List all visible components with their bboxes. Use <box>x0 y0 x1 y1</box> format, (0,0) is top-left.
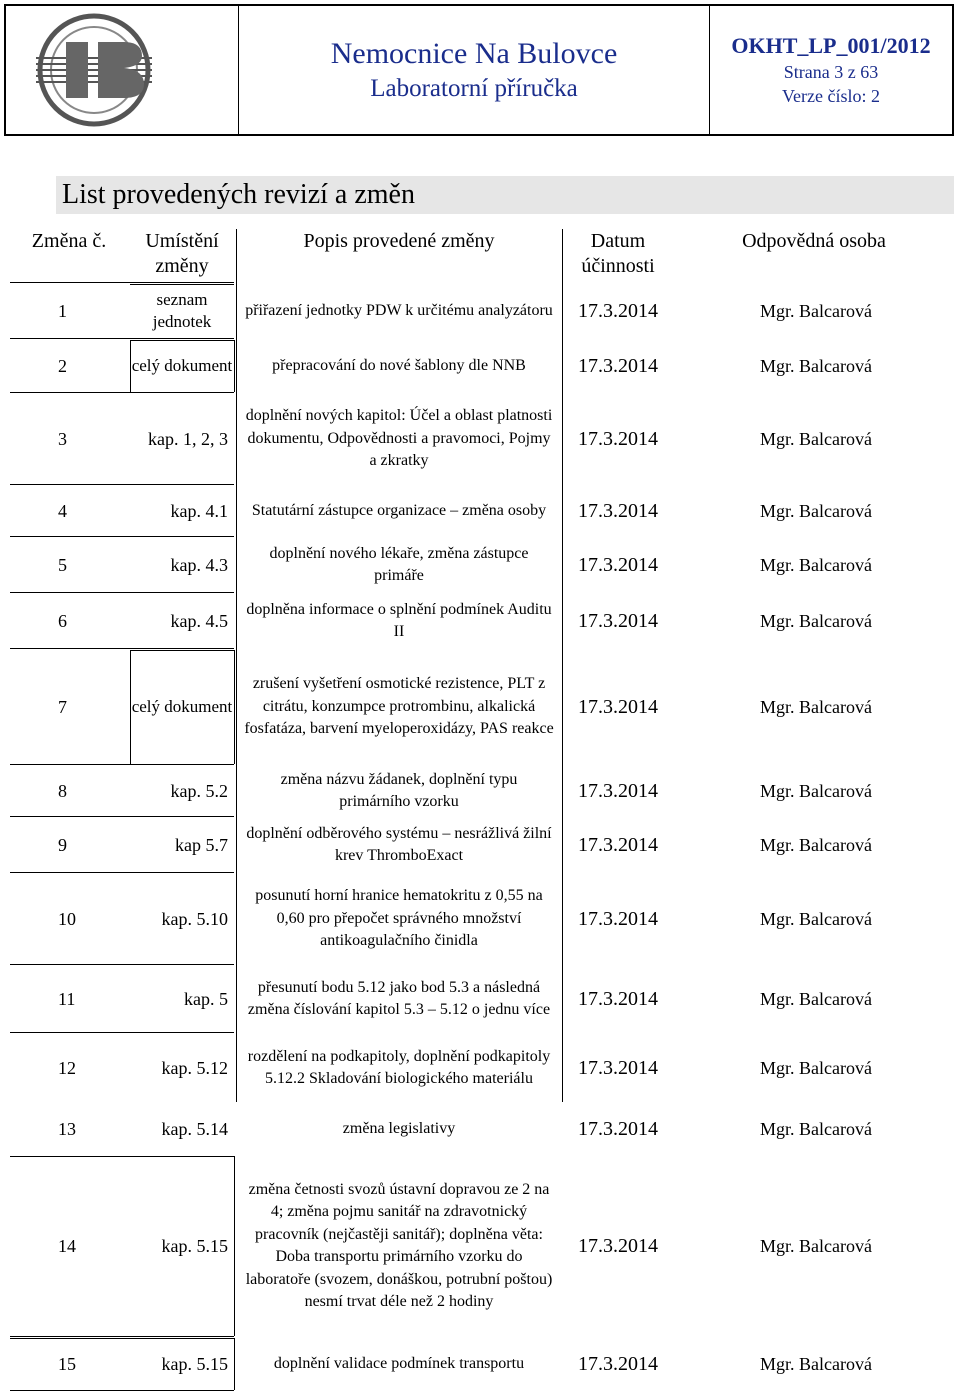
table-rule <box>10 764 234 765</box>
table-rule <box>130 650 131 764</box>
row-number: 7 <box>58 696 67 717</box>
row-effective-date: 17.3.2014 <box>578 1117 658 1140</box>
row-number: 6 <box>58 610 67 631</box>
table-rule <box>234 340 235 392</box>
row-description: přesunutí bodu 5.12 jako bod 5.3 a následná změna číslování kapitol 5.3 – 5.12 o jednu více <box>247 978 551 1018</box>
row-effective-date: 17.3.2014 <box>578 987 658 1010</box>
row-effective-date: 17.3.2014 <box>578 1352 658 1375</box>
row-responsible-person: Mgr. Balcarová <box>760 355 872 376</box>
handbook-subtitle: Laboratorní příručka <box>370 75 578 102</box>
row-responsible-person: Mgr. Balcarová <box>760 554 872 575</box>
table-rule <box>234 1338 235 1390</box>
row-effective-date: 17.3.2014 <box>578 695 658 718</box>
row-location: kap. 4.5 <box>170 611 228 631</box>
header-osoba: Odpovědná osoba <box>742 230 886 252</box>
row-location: kap. 4.3 <box>170 555 228 575</box>
row-effective-date: 17.3.2014 <box>578 1234 658 1257</box>
row-effective-date: 17.3.2014 <box>578 499 658 522</box>
table-rule <box>10 816 234 817</box>
row-number: 14 <box>58 1235 76 1256</box>
row-effective-date: 17.3.2014 <box>578 833 658 856</box>
row-location: kap. 1, 2, 3 <box>148 429 228 449</box>
table-rule <box>10 964 234 965</box>
row-location: kap. 5.10 <box>161 909 228 929</box>
table-rule <box>10 872 234 873</box>
table-rule <box>562 229 563 1102</box>
row-number: 5 <box>58 554 67 575</box>
section-title: List provedených revizí a změn <box>56 176 954 214</box>
row-description: přepracování do nové šablony dle NNB <box>272 356 526 374</box>
row-responsible-person: Mgr. Balcarová <box>760 610 872 631</box>
meta-cell <box>710 6 952 134</box>
row-responsible-person: Mgr. Balcarová <box>760 428 872 449</box>
hospital-name: Nemocnice Na Bulovce <box>330 37 618 70</box>
row-location: kap. 5 <box>184 989 228 1009</box>
row-effective-date: 17.3.2014 <box>578 299 658 322</box>
row-description: doplnění odběrového systému – nesrážlivá žilní krev ThromboExact <box>246 824 552 864</box>
page-number: Strana 3 z 63 <box>783 62 879 82</box>
row-effective-date: 17.3.2014 <box>578 907 658 930</box>
row-responsible-person: Mgr. Balcarová <box>760 834 872 855</box>
title-cell <box>239 6 710 134</box>
row-location: celý dokument <box>131 697 233 716</box>
row-number: 4 <box>58 500 67 521</box>
table-rule <box>236 229 237 1102</box>
row-number: 3 <box>58 428 67 449</box>
row-location: kap. 5.12 <box>161 1058 228 1078</box>
table-rule <box>10 1156 234 1157</box>
row-description: doplnění nových kapitol: Účel a oblast platnosti dokumentu, Odpovědnosti a pravomoci, Pojmy a zkratky <box>245 407 553 470</box>
header-umisteni: Umístění změny <box>145 230 219 277</box>
row-responsible-person: Mgr. Balcarová <box>760 780 872 801</box>
row-effective-date: 17.3.2014 <box>578 427 658 450</box>
row-location: kap. 5.15 <box>161 1236 228 1256</box>
table-rule <box>10 392 234 393</box>
header-datum: Datum účinnosti <box>581 230 655 277</box>
header-zmena: Změna č. <box>31 230 107 252</box>
row-location: kap. 5.14 <box>161 1119 228 1139</box>
row-location: celý dokument <box>131 356 233 375</box>
row-description: doplněna informace o splnění podmínek Auditu II <box>246 600 552 640</box>
row-location: kap. 5.15 <box>161 1354 228 1374</box>
row-responsible-person: Mgr. Balcarová <box>760 988 872 1009</box>
row-description: zrušení vyšetření osmotické rezistence, PLT z citrátu, konzumpce protrombinu, alkalická fosfatáza, barvení myeloperoxidázy, PAS reakce <box>244 675 554 738</box>
row-number: 11 <box>58 988 76 1009</box>
row-responsible-person: Mgr. Balcarová <box>760 1353 872 1374</box>
table-rule <box>10 282 234 283</box>
row-effective-date: 17.3.2014 <box>578 779 658 802</box>
row-number: 9 <box>58 834 67 855</box>
table-rule <box>130 650 234 651</box>
row-description: změna četnosti svozů ústavní dopravou ze 2 na 4; změna pojmu sanitář na zdravotnický pracovník (nejčastěji sanitář); doplněna věta: Doba transportu primárního vzorku do laboratoře (svozem, donáškou, potrubní poštou) nesmí trvat déle než 2 hodiny <box>245 1180 553 1310</box>
row-description: Statutární zástupce organizace – změna osoby <box>251 501 547 519</box>
row-number: 15 <box>58 1353 76 1374</box>
row-number: 10 <box>58 908 76 929</box>
row-number: 2 <box>58 355 67 376</box>
row-number: 13 <box>58 1118 76 1139</box>
row-responsible-person: Mgr. Balcarová <box>760 908 872 929</box>
table-rule <box>130 340 131 392</box>
table-rule <box>10 536 234 537</box>
table-rule <box>130 340 234 341</box>
row-effective-date: 17.3.2014 <box>578 609 658 632</box>
hospital-logo <box>6 6 236 134</box>
logo-cell <box>6 6 239 134</box>
row-description: posunutí horní hranice hematokritu z 0,55 na 0,60 pro přepočet správného množství antikoagulačního činidla <box>255 887 543 950</box>
table-rule <box>10 1390 234 1391</box>
row-location: seznam jednotek <box>152 290 212 331</box>
table-rule <box>10 338 234 339</box>
table-rule <box>10 1032 234 1033</box>
row-location: kap. 4.1 <box>170 501 228 521</box>
row-effective-date: 17.3.2014 <box>578 553 658 576</box>
row-description: doplnění validace podmínek transportu <box>273 1354 525 1372</box>
document-header <box>4 4 954 136</box>
row-responsible-person: Mgr. Balcarová <box>760 1235 872 1256</box>
row-location: kap 5.7 <box>175 835 228 855</box>
row-number: 1 <box>58 300 67 321</box>
row-effective-date: 17.3.2014 <box>578 354 658 377</box>
row-number: 12 <box>58 1057 76 1078</box>
row-responsible-person: Mgr. Balcarová <box>760 300 872 321</box>
row-description: rozdělení na podkapitoly, doplnění podkapitoly 5.12.2 Skladování biologického materiálu <box>247 1047 551 1087</box>
version-number: Verze číslo: 2 <box>782 86 880 106</box>
table-rule <box>10 592 234 593</box>
table-rule <box>10 484 234 485</box>
document-code: OKHT_LP_001/2012 <box>731 33 931 58</box>
table-rule <box>234 1156 235 1336</box>
row-description: změna legislativy <box>342 1119 456 1137</box>
table-rule <box>10 1338 234 1339</box>
row-number: 8 <box>58 780 67 801</box>
table-rule <box>10 648 234 649</box>
row-description: doplnění nového lékaře, změna zástupce primáře <box>269 544 529 584</box>
row-responsible-person: Mgr. Balcarová <box>760 500 872 521</box>
row-location: kap. 5.2 <box>170 781 228 801</box>
table-rule <box>234 650 235 764</box>
table-rule <box>130 284 234 285</box>
row-responsible-person: Mgr. Balcarová <box>760 1057 872 1078</box>
row-effective-date: 17.3.2014 <box>578 1056 658 1079</box>
row-description: přiřazení jednotky PDW k určitému analyzátoru <box>245 301 553 319</box>
row-description: změna názvu žádanek, doplnění typu primárního vzorku <box>280 770 518 810</box>
header-popis: Popis provedené změny <box>303 230 495 252</box>
row-responsible-person: Mgr. Balcarová <box>760 1118 872 1139</box>
table-rule <box>10 1336 234 1337</box>
row-responsible-person: Mgr. Balcarová <box>760 696 872 717</box>
